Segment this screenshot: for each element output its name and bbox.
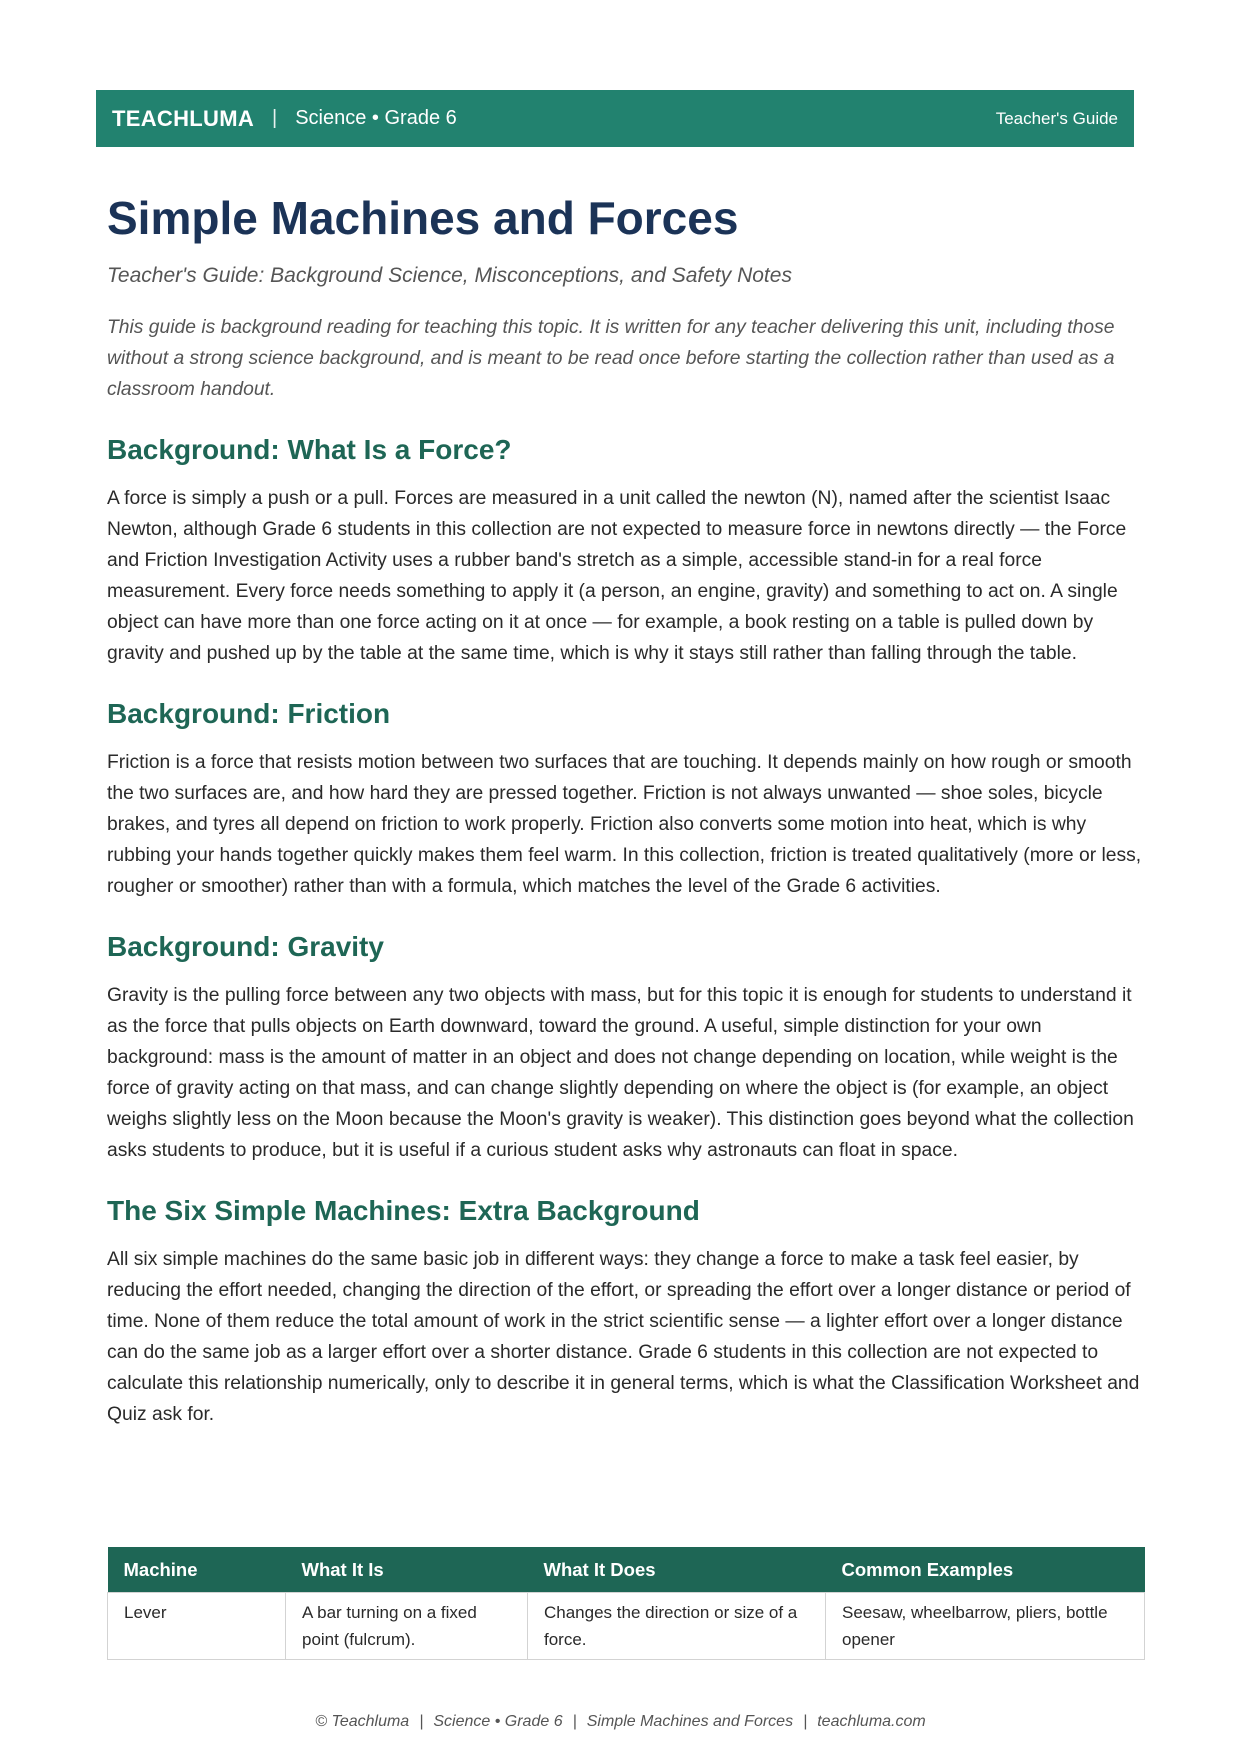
document-body — [107, 190, 1147, 1430]
table-header-what-it-does: What It Does — [528, 1547, 826, 1593]
footer-site: teachluma.com — [817, 1713, 926, 1730]
footer-copyright: © Teachluma — [315, 1713, 410, 1730]
section-body-simple-machines: All six simple machines do the same basic job in different ways: they change a force to make a task feel easier, by reducing the effort needed, changing the direction of the effort, or spreading the effort over a longer distance or period of time. None of them reduce the total amount of work in the strict scientific sense — a lighter effort over a longer distance can do the same job as a larger effort over a shorter distance. Grade 6 students in this collection are not expected to calculate this relationship numerically, only to describe it in general terms, which is what the Classification Worksheet and Quiz ask for. — [107, 1249, 1140, 1425]
section-heading-gravity: Background: Gravity — [107, 931, 384, 962]
table-cell: Seesaw, wheelbarrow, pliers, bottle opener — [826, 1593, 1145, 1660]
header-guide-label: Teacher's Guide — [995, 108, 1118, 128]
header-bar — [96, 90, 1134, 147]
footer-separator: | — [572, 1713, 577, 1730]
table-header-row — [108, 1547, 1145, 1593]
table-row — [108, 1593, 1145, 1660]
section-heading-friction: Background: Friction — [107, 698, 391, 729]
simple-machines-table — [107, 1547, 1145, 1660]
footer-title: Simple Machines and Forces — [586, 1713, 794, 1730]
section-heading-force: Background: What Is a Force? — [107, 434, 512, 465]
section-body-friction: Friction is a force that resists motion between two surfaces that are touching. It depends mainly on how rough or smooth the two surfaces are, and how hard they are pressed together. Friction is not always unwanted — shoe soles, bicycle brakes, and tyres all depend on friction to work properly. Friction also converts some motion into heat, which is why rubbing your hands together quickly makes them feel warm. In this collection, friction is treated qualitatively (more or less, rougher or smoother) rather than with a formula, which matches the level of the Grade 6 activities. — [107, 752, 1142, 897]
table-header-common-examples: Common Examples — [826, 1547, 1145, 1593]
page-subtitle: Teacher's Guide: Background Science, Misconceptions, and Safety Notes — [107, 264, 792, 287]
brand-logo: TEACHLUMA — [112, 105, 255, 131]
header-separator: | — [272, 107, 278, 129]
table-header-machine: Machine — [108, 1547, 286, 1593]
table-header-what-it-is: What It Is — [286, 1547, 528, 1593]
page-title: Simple Machines and Forces — [107, 192, 739, 244]
table-cell: A bar turning on a fixed point (fulcrum). — [286, 1593, 528, 1660]
page-footer — [0, 1713, 1241, 1731]
table-cell: Lever — [108, 1593, 286, 1660]
footer-separator: | — [803, 1713, 808, 1730]
section-body-gravity: Gravity is the pulling force between any two objects with mass, but for this topic it is enough for students to understand it as the force that pulls objects on Earth downward, toward the ground. A useful, simple distinction for your own background: mass is the amount of matter in an object and does not change depending on location, while weight is the force of gravity acting on that mass, and can change slightly depending on where the object is (for example, an object weighs slightly less on the Moon because the Moon's gravity is weaker). This distinction goes beyond what the collection asks students to produce, but it is useful if a curious student asks why astronauts can float in space. — [107, 985, 1134, 1161]
footer-subject: Science • Grade 6 — [433, 1713, 563, 1730]
table-cell: Changes the direction or size of a force. — [528, 1593, 826, 1660]
header-subject: Science • Grade 6 — [295, 107, 457, 129]
intro-paragraph: This guide is background reading for teaching this topic. It is written for any teacher delivering this unit, including those without a strong science background, and is meant to be read once before starting the collection rather than used as a classroom handout. — [107, 317, 1115, 400]
footer-separator: | — [419, 1713, 424, 1730]
section-body-force: A force is simply a push or a pull. Forces are measured in a unit called the newton (N), named after the scientist Isaac Newton, although Grade 6 students in this collection are not expected to measure force in newtons directly — the Force and Friction Investigation Activity uses a rubber band's stretch as a simple, accessible stand-in for a real force measurement. Every force needs something to apply it (a person, an engine, gravity) and something to act on. A single object can have more than one force acting on it at once — for example, a book resting on a table is pulled down by gravity and pushed up by the table at the same time, which is why it stays still rather than falling through the table. — [107, 488, 1127, 664]
section-heading-simple-machines: The Six Simple Machines: Extra Background — [107, 1195, 700, 1226]
